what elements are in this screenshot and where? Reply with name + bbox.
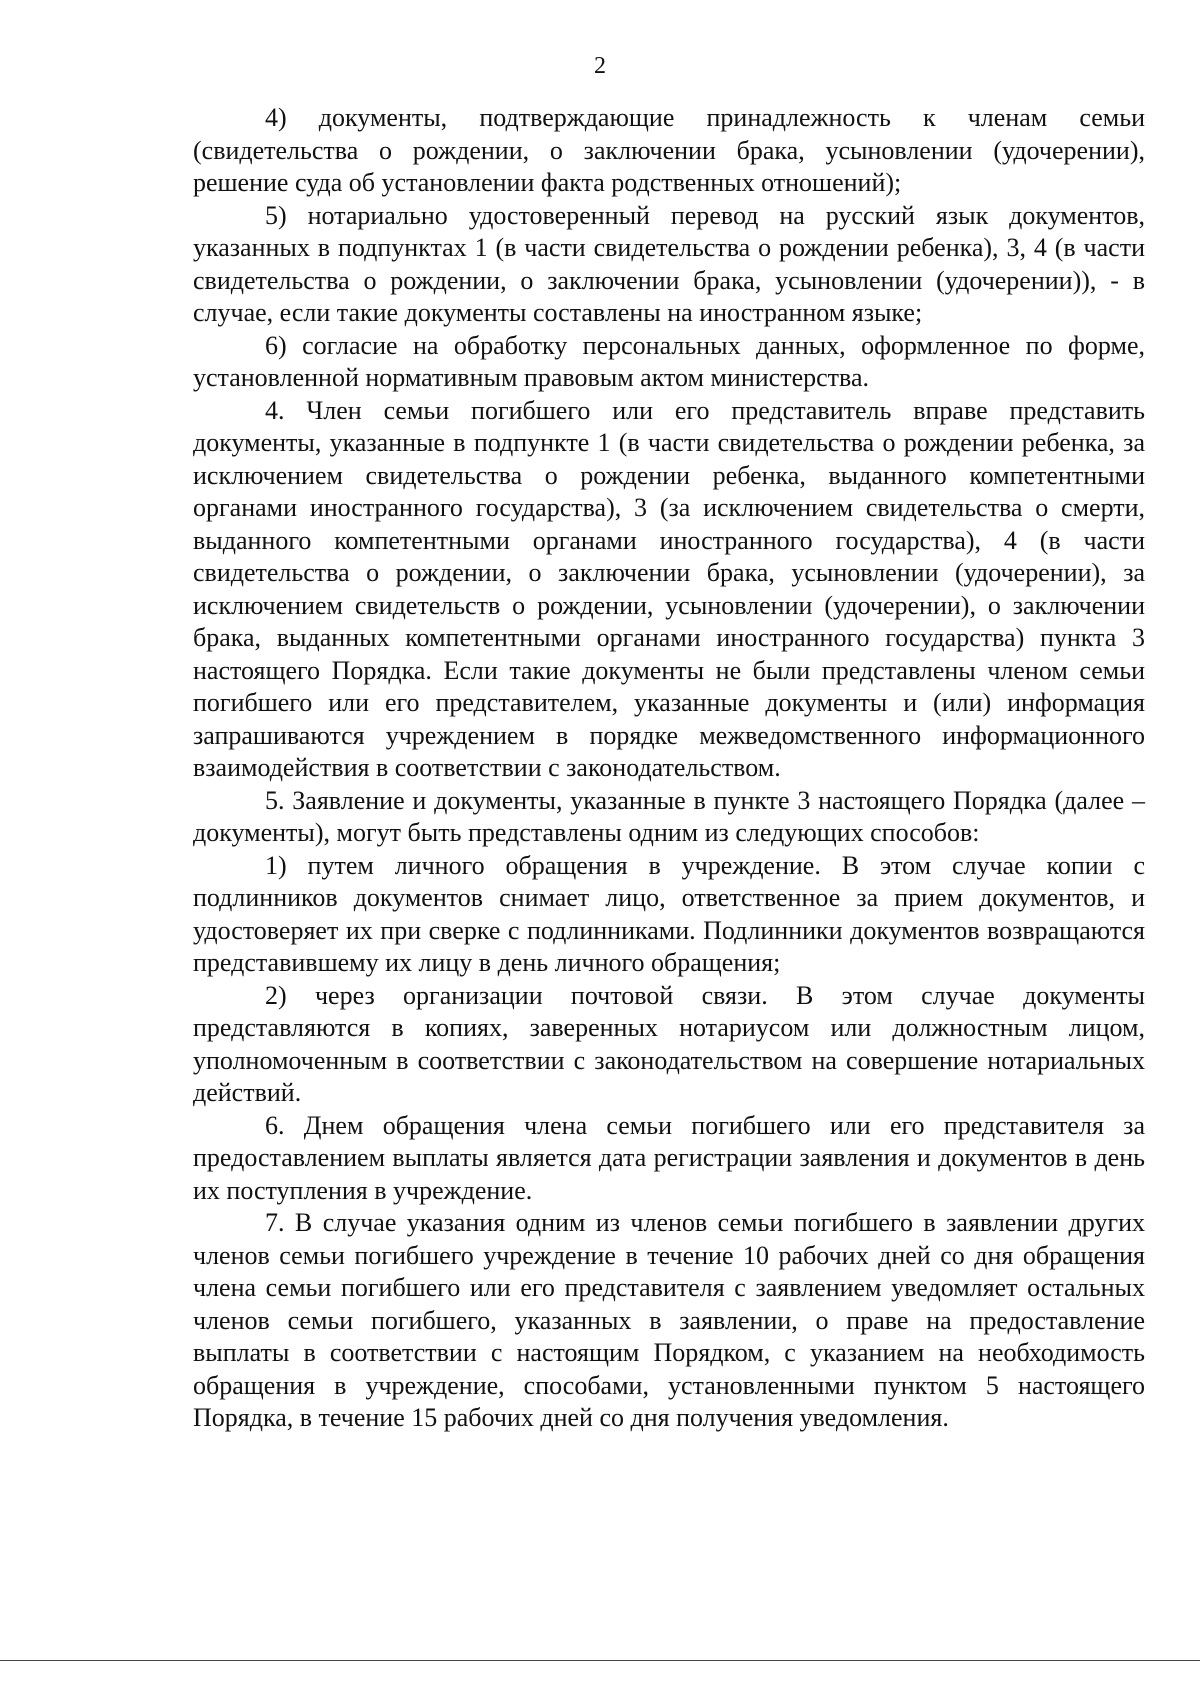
page-bottom-edge-line: [0, 1660, 1200, 1661]
paragraph-item-4: 4. Член семьи погибшего или его представитель вправе представить документы, указанные в подпункте 1 (в части свидетельства о рождении ребенка, за исключением свидетельства о рождении ребенка, выданного компетентными органами иностранного государства), 3 (за исключением свидетельства о смерти, выданного компетентными органами иностранного государства), 4 (в части свидетельства о рождении, о заключении брака, усыновлении (удочерении), за исключением свидетельств о рождении, усыновлении (удочерении), о заключении брака, выданных компетентными органами иностранного государства) пункта 3 настоящего Порядка. Если такие документы не были представлены членом семьи погибшего или его представителем, указанные документы и (или) информация запрашиваются учреждением в порядке межведомственного информационного взаимодействия в соответствии с законодательством.: [193, 395, 1145, 782]
paragraph-item-7: 7. В случае указания одним из членов семьи погибшего в заявлении других членов семьи погибшего учреждение в течение 10 рабочих дней со дня обращения члена семьи погибшего или его представителя с заявлением уведомляет остальных членов семьи погибшего, указанных в заявлении, о праве на предоставление выплаты в соответствии с настоящим Порядком, с указанием на необходимость обращения в учреждение, способами, установленными пунктом 5 настоящего Порядка, в течение 15 рабочих дней со дня получения уведомления.: [193, 1208, 1145, 1432]
paragraph-item-6: 6. Днем обращения члена семьи погибшего или его представителя за предоставлением выплаты является дата регистрации заявления и документов в день их поступления в учреждение.: [193, 1110, 1145, 1205]
page-number: 2: [594, 53, 606, 79]
paragraph-item-5-subitem-1: 1) путем личного обращения в учреждение. В этом случае копии с подлинников документов снимает лицо, ответственное за прием документов, и удостоверяет их при сверке с подлинниками. Подлинники документов возвращаются представившему их лицу в день личного обращения;: [193, 850, 1145, 977]
document-body: [193, 102, 1145, 1435]
paragraph-subitem-5: 5) нотариально удостоверенный перевод на русский язык документов, указанных в подпунктах 1 (в части свидетельства о рождении ребенка), 3, 4 (в части свидетельства о рождении, о заключении брака, усыновлении (удочерении)), - в случае, если такие документы составлены на иностранном языке;: [193, 200, 1145, 327]
paragraph-item-5: 5. Заявление и документы, указанные в пункте 3 настоящего Порядка (далее – документы), могут быть представлены одним из следующих способов:: [193, 785, 1145, 847]
paragraph-subitem-6: 6) согласие на обработку персональных данных, оформленное по форме, установленной нормативным правовым актом министерства.: [193, 330, 1145, 392]
paragraph-subitem-4: 4) документы, подтверждающие принадлежность к членам семьи (свидетельства о рождении, о заключении брака, усыновлении (удочерении), решение суда об установлении факта родственных отношений);: [193, 103, 1145, 197]
paragraph-item-5-subitem-2: 2) через организации почтовой связи. В этом случае документы представляются в копиях, заверенных нотариусом или должностным лицом, уполномоченным в соответствии с законодательством на совершение нотариальных действий.: [193, 980, 1145, 1107]
